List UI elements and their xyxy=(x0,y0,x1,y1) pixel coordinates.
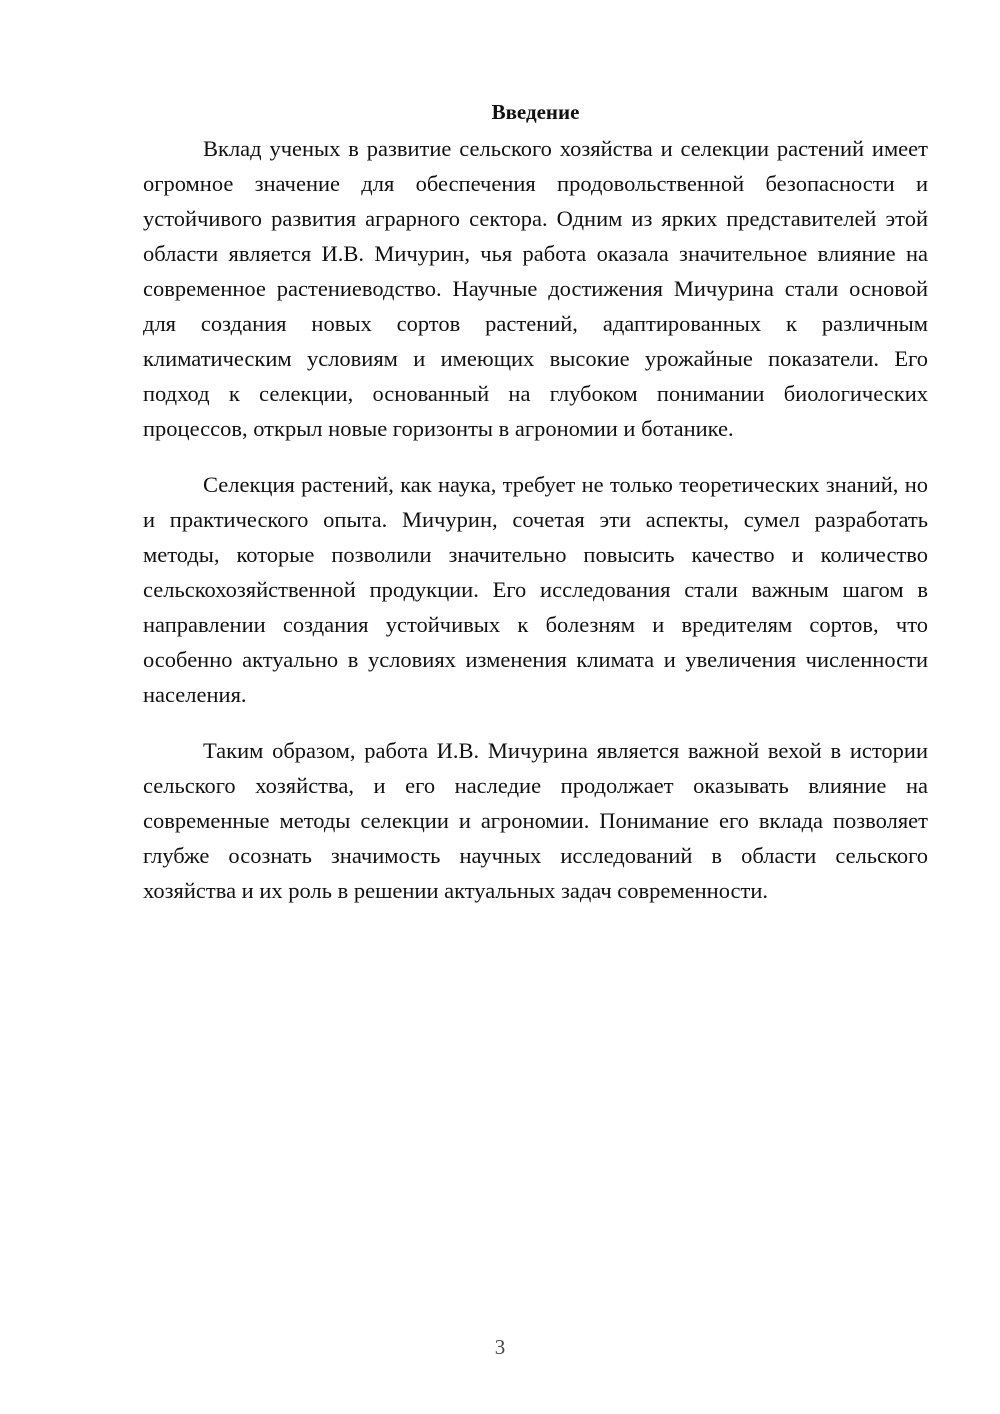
paragraph-1: Вклад ученых в развитие сельского хозяйства и селекции растений имеет огромное значение для обеспечения продовольственной безопасности и устойчивого развития аграрного сектора. Одним из ярких представителей этой области является И.В. Мичурин, чья работа оказала значительное влияние на современное растениеводство. Научные достижения Мичурина стали основой для создания новых сортов растений, адаптированных к различным климатическим условиям и имеющих высокие урожайные показатели. Его подход к селекции, основанный на глубоком понимании биологических процессов, открыл новые горизонты в агрономии и ботанике. xyxy=(143,136,928,441)
page-number: 3 xyxy=(494,1335,506,1359)
page-content xyxy=(143,97,928,929)
page-title: Введение xyxy=(491,100,580,124)
paragraph-2: Селекция растений, как наука, требует не только теоретических знаний, но и практического опыта. Мичурин, сочетая эти аспекты, сумел разработать методы, которые позволили значительно повысить качество и количество сельскохозяйственной продукции. Его исследования стали важным шагом в направлении создания устойчивых к болезням и вредителям сортов, что особенно актуально в условиях изменения климата и увеличения численности населения. xyxy=(143,472,928,707)
paragraph-3: Таким образом, работа И.В. Мичурина является важной вехой в истории сельского хозяйства, и его наследие продолжает оказывать влияние на современные методы селекции и агрономии. Понимание его вклада позволяет глубже осознать значимость научных исследований в области сельского хозяйства и их роль в решении актуальных задач современности. xyxy=(143,738,928,903)
